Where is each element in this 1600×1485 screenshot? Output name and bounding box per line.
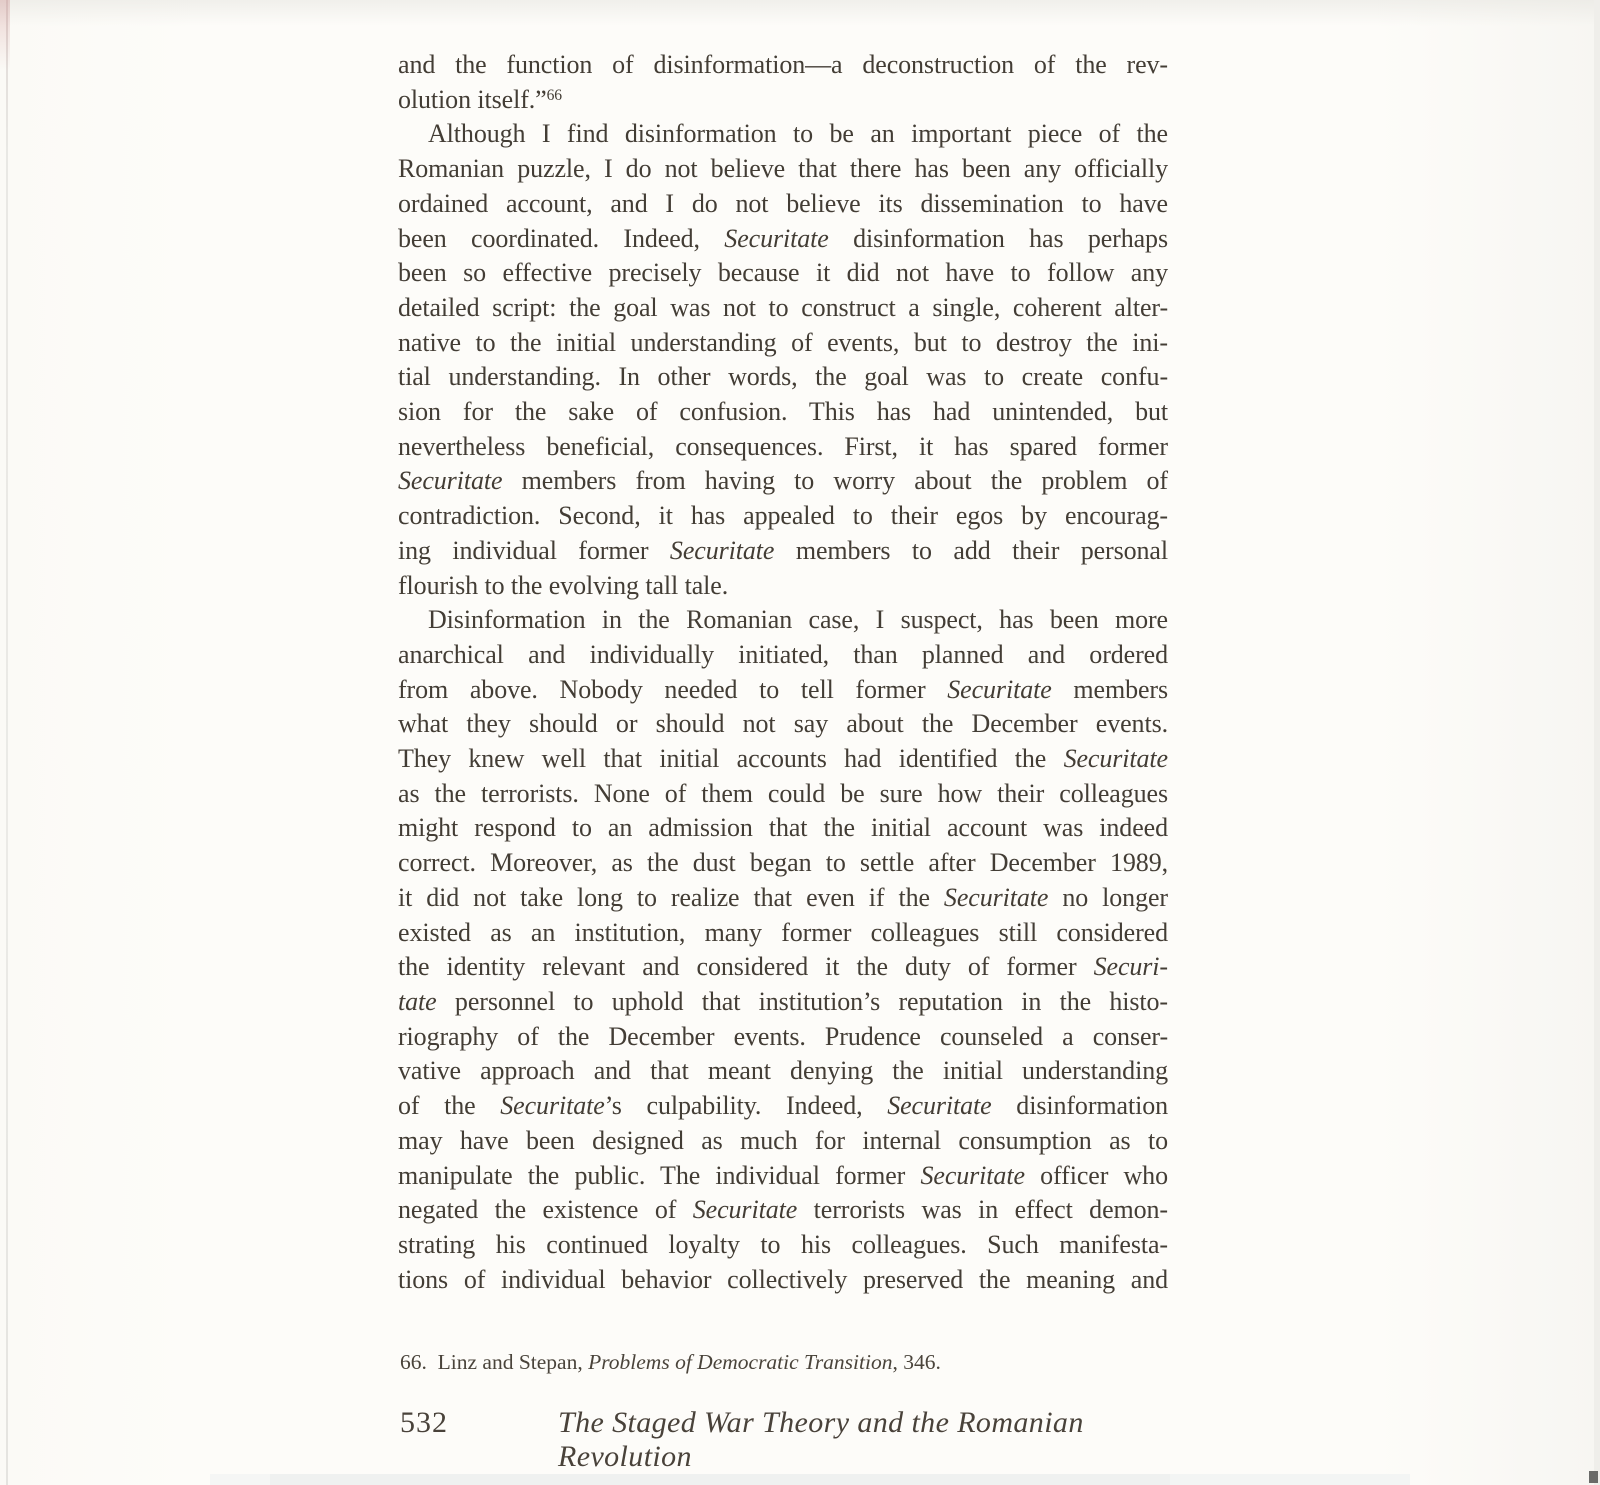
text-line [398,499,1168,534]
text-segment: Romanian puzzle, I do not believe that there has been any officially [398,154,1168,184]
text-segment: ’s culpability. Indeed, [604,1091,888,1121]
text-segment: been coordinated. Indeed, [398,223,725,253]
paragraph [398,117,1168,603]
italic-term: tate [398,986,437,1016]
text-segment: strating his continued loyalty to his colleagues. Such manifesta- [398,1229,1168,1259]
text-line [398,707,1168,742]
page-left-edge-shadow [6,0,8,1485]
text-segment: native to the initial understanding of events, but to destroy the ini- [398,327,1168,357]
text-line [398,950,1168,985]
text-line [398,1263,1168,1298]
text-segment: detailed script: the goal was not to construct a single, coherent alter- [398,292,1168,322]
italic-term: Securitate [943,882,1049,912]
text-segment: nevertheless beneficial, consequences. First, it has spared former [398,431,1168,461]
text-line [398,1159,1168,1194]
text-line [398,1020,1168,1055]
text-line [398,430,1168,465]
text-line [398,811,1168,846]
text-segment: it did not take long to realize that even if the [398,882,944,912]
text-segment: the identity relevant and considered it the duty of former [398,952,1094,982]
text-segment: They knew well that initial accounts had identified the [398,744,1064,774]
text-line [398,117,1168,152]
text-line [398,673,1168,708]
text-line [398,846,1168,881]
text-segment: Although I find disinformation to be an important piece of the [428,119,1168,149]
text-segment: olution itself.” [398,84,547,114]
page-footer [400,1406,1170,1474]
text-segment: ing individual former [398,535,670,565]
text-segment: terrorists was in effect demon- [797,1195,1168,1225]
paragraph [398,48,1168,117]
text-line [398,777,1168,812]
text-segment: of the [398,1091,501,1121]
text-segment: ordained account, and I do not believe its dissemination to have [398,188,1168,218]
text-segment: tions of individual behavior collectively preserved the meaning and [398,1264,1168,1294]
text-segment: from above. Nobody needed to tell former [398,674,948,704]
text-line [398,742,1168,777]
text-line [398,1089,1168,1124]
running-title: The Staged War Theory and the Romanian Revolution [558,1406,1084,1473]
text-line [398,1193,1168,1228]
text-line [398,291,1168,326]
text-segment: manipulate the public. The individual former [398,1160,921,1190]
text-segment: flourish to the evolving tall tale. [398,570,729,600]
page-number: 532 [400,1406,448,1439]
scan-artifact-corner-mark [1589,1471,1598,1483]
text-segment: officer who [1024,1160,1168,1190]
text-line [398,1054,1168,1089]
italic-term: Securi- [1093,952,1168,982]
text-line [398,83,1168,118]
italic-term: Securitate [887,1091,992,1121]
text-line [398,534,1168,569]
text-segment: Disinformation in the Romanian case, I suspect, has been more [428,605,1168,635]
text-segment: disinformation [991,1091,1168,1121]
text-line [398,881,1168,916]
text-segment: members [1051,674,1168,704]
text-line [398,985,1168,1020]
text-line [398,48,1168,83]
text-segment: riography of the December events. Prudence counseled a conser- [398,1021,1168,1051]
scan-corner-tint [0,0,10,70]
italic-term: Securitate [724,223,829,253]
italic-term: Securitate [1063,744,1168,774]
paragraph [398,603,1168,1297]
text-line [398,1228,1168,1263]
text-segment: contradiction. Second, it has appealed to their egos by encourag- [398,501,1168,531]
text-line [398,152,1168,187]
italic-term: Securitate [669,535,775,565]
text-segment: members to add their personal [774,535,1168,565]
text-segment: members from having to worry about the problem of [502,466,1168,496]
text-segment: anarchical and individually initiated, than planned and ordered [398,639,1168,669]
body-text [398,48,1168,1297]
text-segment: may have been designed as much for internal consumption as to [398,1125,1168,1155]
text-segment: vative approach and that meant denying the initial understanding [398,1056,1168,1086]
text-line [398,603,1168,638]
text-segment: personnel to uphold that institution’s reputation in the histo- [436,986,1168,1016]
text-line [398,569,1168,604]
italic-term: Securitate [692,1195,798,1225]
scan-top-shading [0,0,1600,26]
italic-term: Securitate [947,674,1052,704]
text-segment: existed as an institution, many former colleagues still considered [398,917,1168,947]
text-segment: 66. Linz and Stepan, [400,1350,589,1374]
text-line [398,326,1168,361]
italic-term: Problems of Democratic Transition [588,1350,893,1374]
footnote-reference: 66 [546,86,563,104]
text-line [398,638,1168,673]
text-segment: negated the existence of [398,1195,693,1225]
text-line [398,360,1168,395]
text-segment: no longer [1048,882,1168,912]
text-line [398,395,1168,430]
text-segment: tial understanding. In other words, the goal was to create confu- [398,362,1168,392]
text-line [398,256,1168,291]
text-line [398,222,1168,257]
text-segment: disinformation has perhaps [828,223,1168,253]
text-segment: as the terrorists. None of them could be sure how their colleagues [398,778,1168,808]
text-segment: correct. Moreover, as the dust began to settle after December 1989, [398,848,1168,878]
text-segment: , 346. [892,1350,941,1374]
text-segment: sion for the sake of confusion. This has had unintended, but [398,397,1168,427]
page-right-edge-shadow [1594,0,1600,1485]
italic-term: Securitate [398,466,503,496]
footnote [400,1348,1170,1376]
italic-term: Securitate [500,1091,605,1121]
text-line [398,1124,1168,1159]
text-segment: and the function of disinformation—a deconstruction of the rev- [398,50,1168,79]
text-line [398,464,1168,499]
italic-term: Securitate [920,1160,1025,1190]
text-line [398,916,1168,951]
scan-artifact-bottom-band [270,1474,1170,1485]
text-segment: might respond to an admission that the initial account was indeed [398,813,1168,843]
text-segment: what they should or should not say about the December events. [398,709,1168,739]
text-line [398,187,1168,222]
text-segment: been so effective precisely because it did not have to follow any [398,258,1168,288]
